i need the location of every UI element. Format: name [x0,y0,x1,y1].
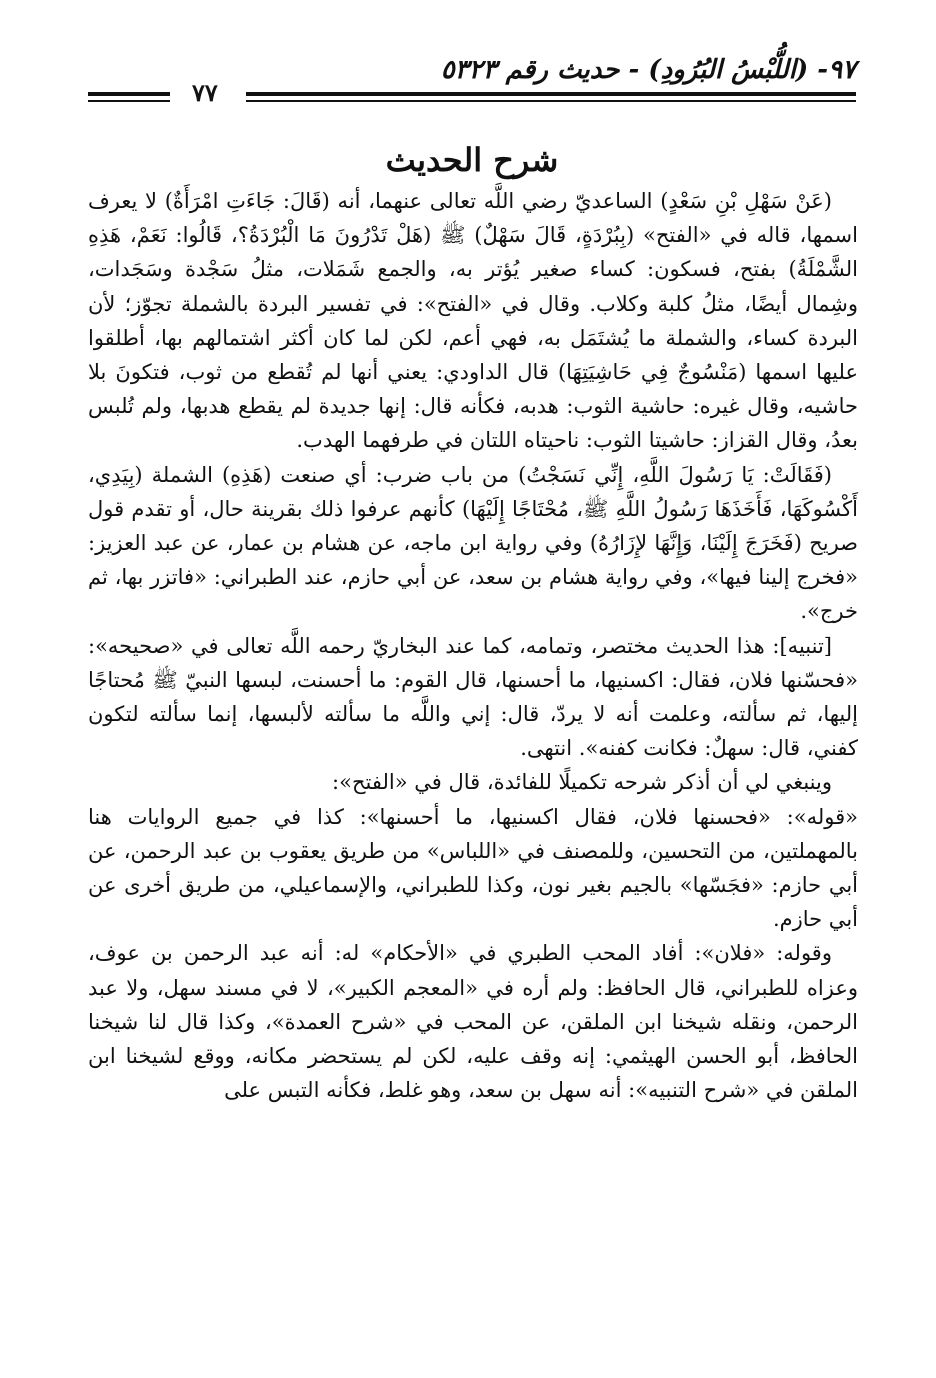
paragraph-fath-quote: «قوله»: «فحسنها فلان، فقال اكسنيها، ما أحسنها»: كذا في جميع الروايات هنا بالمهملتين، من التحسين، وللمصنف في «اللباس» من طريق يعقوب بن عبد الرحمن، عن أبي حازم: «فجَسّها» بالجيم بغير نون، وكذا للطبراني، والإسماعيلي، من طريق أخرى عن أبي حازم. [88,804,859,932]
paragraph-note: [تنبيه]: هذا الحديث مختصر، وتمامه، كما عند البخاريّ رحمه اللَّه تعالى في «صحيحه»: «فحسّنها فلان، فقال: اكسنيها، ما أحسنها، قال القوم: ما أحسنت، لبسها النبيّ ﷺ مُحتاجًا إليها، ثم سألته، وعلمت أنه لا يردّ، قال: إني واللَّه ما سألته لألبسها، إنما سألته لتكون كفني، قال: سهلٌ: فكانت كفنه». انتهى. [88,633,858,761]
paragraph-woman-speech: (فَقَالَتْ: يَا رَسُولَ اللَّهِ، إِنِّي نَسَجْتُ) من باب ضرب: أي صنعت (هَذِهِ) الشملة (بِيَدِي، أَكْسُوكَهَا، فَأَخَذَهَا رَسُولُ اللَّهِ ﷺ، مُحْتَاجًا إِلَيْهَا) كأنهم عرفوا ذلك بقرينة حال، أو تقدم قول صريح (فَخَرَجَ إِلَيْنَا، وَإِنَّهَا لإِزَارُهُ) وفي رواية ابن ماجه، عن هشام بن عمار، عن عبد العزيز: «فخرج إلينا فيها»، وفي رواية هشام بن سعد، عن أبي حازم، عند الطبراني: «فاتزر بها، ثم خرج». [88,462,858,624]
paragraph-hadith-commentary: (عَنْ سَهْلِ بْنِ سَعْدٍ) الساعديّ رضي اللَّه تعالى عنهما، أنه (قَالَ: جَاءَتِ امْرَأَةٌ) لا يعرف اسمها، قاله في «الفتح» (بِبُرْدَةٍ، قَالَ سَهْلٌ) ﷺ (هَلْ تَدْرُونَ مَا الْبُرْدَةُ؟، قَالُوا: نَعَمْ، هَذِهِ الشَّمْلَةُ) بفتح، فسكون: كساء صغير يُؤتر به، والجمع شَمَلات، مثلُ سَجْدة وسَجَدات، وشِمال أيضًا، مثلُ كلبة وكلاب. وقال في «الفتح»: في تفسير البردة بالشملة تجوّز؛ لأن البردة كساء، والشملة ما يُشتَمَل به، فهي أعم، لكن لما كان أكثر اشتمالهم بها، أطلقوا عليها اسمها (مَنْسُوجٌ فِي حَاشِيَتِهَا) قال الداودي: يعني أنها لم تُقطع من ثوب، فتكونَ بلا حاشيه، وقال غيره: حاشية الثوب: هدبه، فكأنه قال: إنها جديدة لم يقطع هدبها، ولم تُلبس بعدُ، وقال القزاز: حاشيتا الثوب: ناحيتاه اللتان في طرفهما الهدب. [88,189,858,453]
paragraph-fath-intro: وينبغي لي أن أذكر شرحه تكميلًا للفائدة، قال في «الفتح»: [332,770,832,795]
paragraph-fulan: وقوله: «فلان»: أفاد المحب الطبري في «الأحكام» له: أنه عبد الرحمن بن عوف، وعزاه للطبراني، قال الحافظ: ولم أره في «المعجم الكبير»، لا في مسند سهل، ولا عبد الرحمن، ونقله شيخنا ابن الملقن، عن المحب في «شرح العمدة»، وكذا قال لنا شيخنا الحافظ، أبو الحسن الهيثمي: إنه وقف عليه، لكن لم يستحضر مكانه، ووقع لشيخنا ابن الملقن في «شرح التنبيه»: أنه سهل بن سعد، وهو غلط، فكأنه التبس على [88,941,858,1103]
header-rule-left [88,92,170,102]
section-title: شرح الحديث [385,141,559,179]
page-header [88,50,856,110]
page-number: ٧٧ [192,78,218,107]
body-text [88,184,858,1107]
header-rule-right [246,92,856,102]
running-head: ٩٧- (اللُّبْسُ البُرُودِ) - حديث رقم ٥٣٢٣ [440,55,856,85]
